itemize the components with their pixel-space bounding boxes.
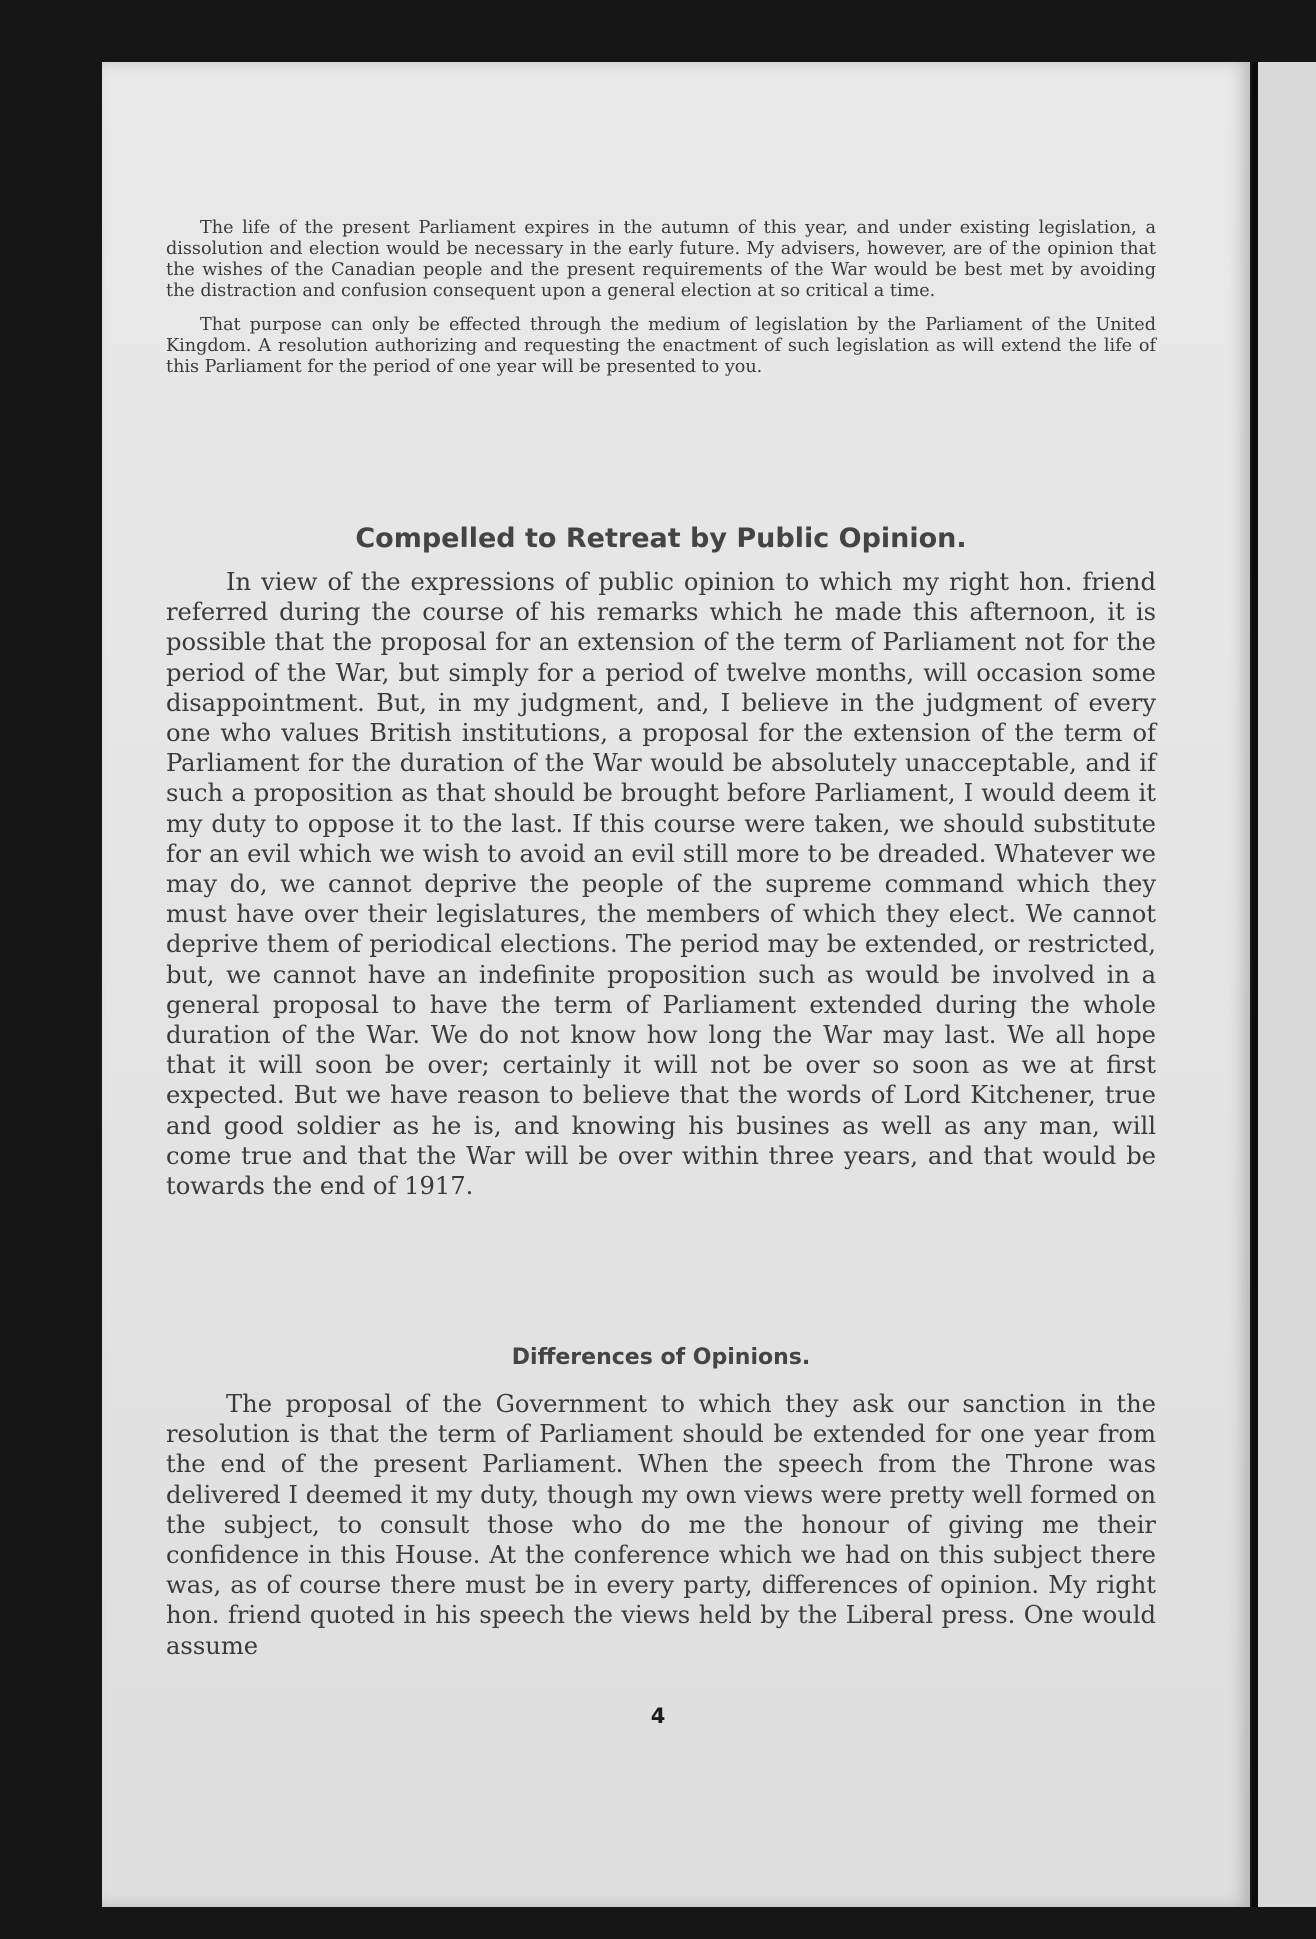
section-1-block: [166, 567, 1156, 1201]
intro-paragraph-2: That purpose can only be effected through the medium of legislation by the Parliament of the United Kingdom. A resolution authorizing and requesting the enactment of such legislation as will extend the life of this Parliament for the period of one year will be presented to you.: [166, 315, 1156, 377]
page-number: 4: [650, 1704, 666, 1728]
section-2-paragraph: The proposal of the Government to which they ask our sanction in the resolution is that the term of Parliament should be extended for one year from the end of the present Parliament. When the speech from the Throne was delivered I deemed it my duty, though my own views were pretty well formed on the subject, to consult those who do me the honour of giving me their confidence in this House. At the conference which we had on this subject there was, as of course there must be in every party, differences of opinion. My right hon. friend quoted in his speech the views held by the Liberal press. One would assume: [166, 1390, 1156, 1660]
section-heading-retreat: Compelled to Retreat by Public Opinion.: [355, 523, 967, 554]
intro-paragraph-1: The life of the present Parliament expires in the autumn of this year, and under existing legislation, a dissolution and election would be necessary in the early future. My advisers, however, are of the opinion that the wishes of the Canadian people and the present requirements of the War would be best met by avoiding the distraction and confusion consequent upon a general election at so critical a time.: [166, 218, 1156, 301]
section-2-block: [166, 1389, 1156, 1661]
intro-block: [166, 218, 1156, 378]
section-1-paragraph: In view of the expressions of public opinion to which my right hon. friend referred during the course of his remarks which he made this afternoon, it is possible that the proposal for an extension of the term of Parliament not for the period of the War, but simply for a period of twelve months, will occasion some disappointment. But, in my judgment, and, I believe in the judgment of every one who values British institutions, a proposal for the extension of the term of Parliament for the duration of the War would be absolutely unacceptable, and if such a proposition as that should be brought before Parliament, I would deem it my duty to oppose it to the last. If this course were taken, we should substitute for an evil which we wish to avoid an evil still more to be dreaded. Whatever we may do, we cannot deprive the people of the supreme command which they must have over their legislatures, the members of which they elect. We cannot deprive them of periodical elections. The period may be extended, or restricted, but, we cannot have an indefinite proposition such as would be involved in a general proposal to have the term of Parliament extended during the whole duration of the War. We do not know how long the War may last. We all hope that it will soon be over; certainly it will not be over so soon as we at first expected. But we have reason to believe that the words of Lord Kitchener, true and good soldier as he is, and knowing his busines as well as any man, will come true and that the War will be over within three years, and that would be towards the end of 1917.: [166, 568, 1156, 1201]
section-heading-block-1: [166, 523, 1156, 554]
section-heading-differences: Differences of Opinions.: [511, 1345, 811, 1370]
section-heading-block-2: [166, 1345, 1156, 1370]
facing-page-edge: [1252, 62, 1316, 1907]
